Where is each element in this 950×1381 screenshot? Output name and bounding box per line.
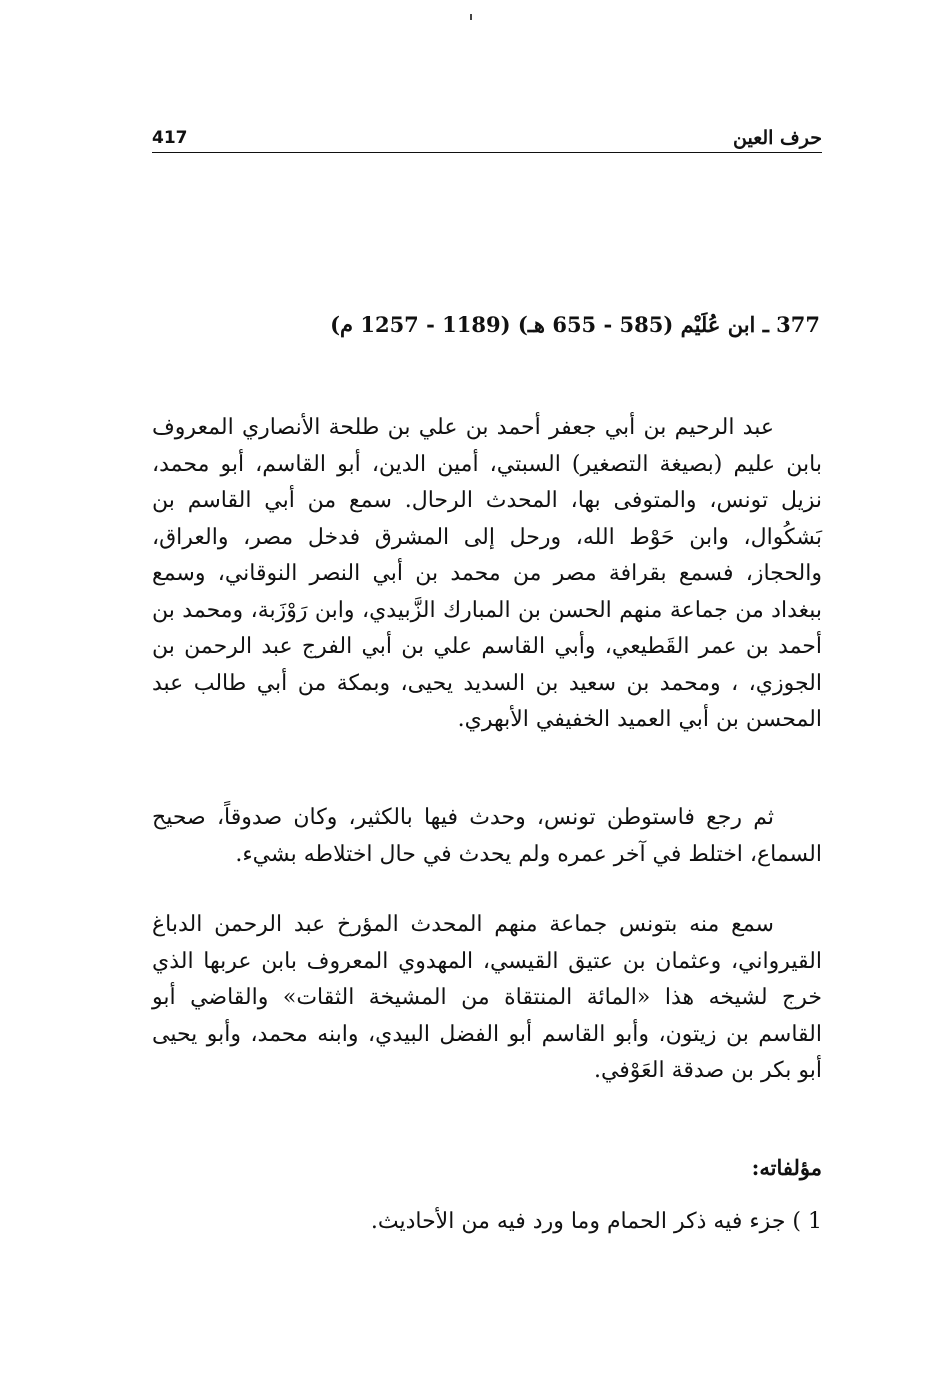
paragraph-text: ثم رجع فاستوطن تونس، وحدث فيها بالكثير، وكان صدوقاً، صحيح السماع، اختلط في آخر عمره ولم يحدث في حال اختلاطه بشيء. [152,805,822,867]
page-number: 417 [152,128,188,148]
page-header [152,122,822,153]
biography-paragraph [152,410,822,739]
students-paragraph [152,907,822,1090]
later-life-paragraph [152,800,822,873]
works-heading: مؤلفاته: [751,1155,822,1180]
paragraph-text: سمع منه بتونس جماعة منهم المحدث المؤرخ عبد الرحمن الدباغ القيرواني، وعثمان بن عتيق القيسي، المهدوي المعروف بابن عربها الذي خرج لشيخه هذا «المائة المنتقاة من المشيخة الثقات» والقاضي أبو القاسم بن زيتون، وأبو القاسم أبو الفضل البيدي، وابنه محمد، وأبو يحيى أبو بكر بن صدقة العَوْفي. [152,912,822,1083]
scan-mark [470,14,472,20]
entry-title: 377 ـ ابن عُلَيْم (585 - 655 هـ) (1189 - 1257 م) [330,312,820,337]
running-head: حرف العين [733,127,822,149]
works-list-item: 1 ) جزء فيه ذكر الحمام وما ورد فيه من الأحاديث. [370,1209,822,1234]
paragraph-text: عبد الرحيم بن أبي جعفر أحمد بن علي بن طلحة الأنصاري المعروف بابن عليم (بصيغة التصغير) السبتي، أمين الدين، أبو القاسم، أبو محمد، نزيل تونس، والمتوفى بها، المحدث الرحال. سمع من أبي القاسم بن بَشكُوال، وابن حَوْط الله، ورحل إلى المشرق فدخل مصر، والعراق، والحجاز، فسمع بقرافة مصر من محمد بن أبي النصر النوقاني، وسمع ببغداد من جماعة منهم الحسن بن المبارك الزَّبيدي، وابن رَوْزَبة، ومحمد بن أحمد بن عمر القَطيعي، وأبي القاسم علي بن أبي الفرج عبد الرحمن بن الجوزي، ، ومحمد بن سعيد بن السديد يحيى، وبمكة من أبي طالب عبد المحسن بن أبي العميد الخفيفي الأبهري. [152,415,822,732]
